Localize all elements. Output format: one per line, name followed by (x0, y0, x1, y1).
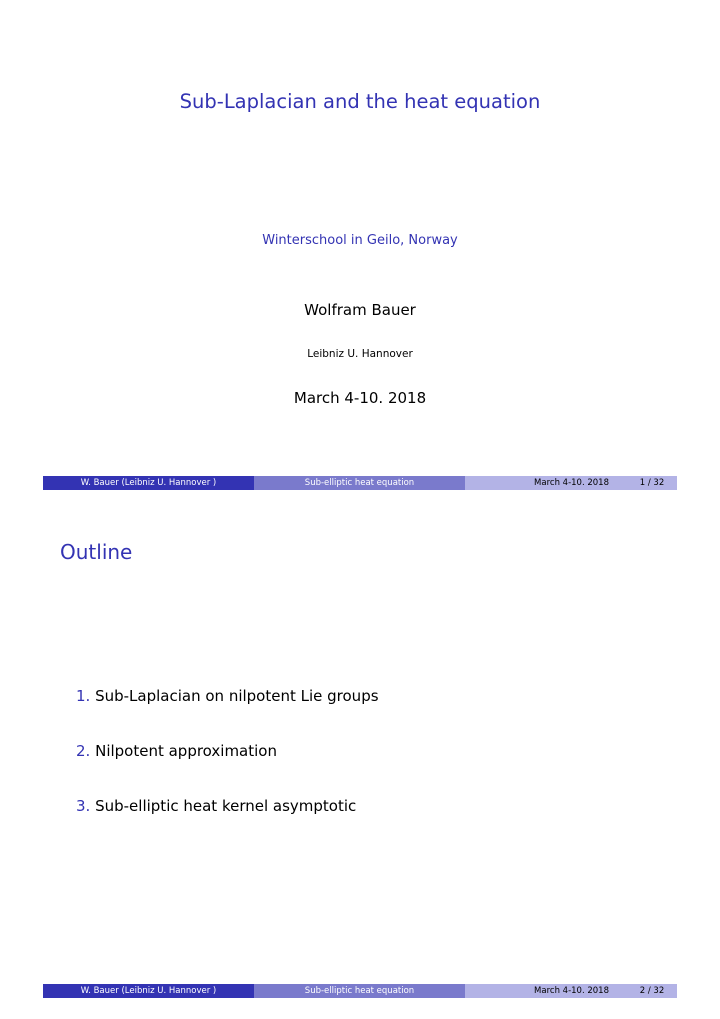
footer-author: W. Bauer (Leibniz U. Hannover ) (43, 984, 254, 998)
footer-date: March 4-10. 2018 (534, 478, 609, 488)
slide-footer (43, 476, 677, 490)
slide-title: Outline (60, 540, 133, 564)
outline-item-number: 2. (76, 742, 91, 760)
institute: Leibniz U. Hannover (307, 348, 413, 360)
author-name: Wolfram Bauer (304, 301, 416, 319)
outline-item-text: Sub-elliptic heat kernel asymptotic (95, 797, 357, 815)
outline-item-number: 1. (76, 687, 91, 705)
title-slide (43, 20, 677, 493)
footer-info (465, 476, 677, 490)
outline-item-number: 3. (76, 797, 91, 815)
outline-item-text: Sub-Laplacian on nilpotent Lie groups (95, 687, 379, 705)
outline-item-text: Nilpotent approximation (95, 742, 277, 760)
footer-title: Sub-elliptic heat equation (254, 476, 465, 490)
footer-title: Sub-elliptic heat equation (254, 984, 465, 998)
outline-item (76, 797, 379, 852)
outline-item (76, 742, 379, 797)
footer-page-number: 2 / 32 (639, 986, 665, 996)
outline-item (76, 687, 379, 742)
footer-author: W. Bauer (Leibniz U. Hannover ) (43, 476, 254, 490)
presentation-title: Sub-Laplacian and the heat equation (179, 90, 541, 113)
footer-info (465, 984, 677, 998)
outline-list (76, 687, 379, 852)
presentation-subtitle: Winterschool in Geilo, Norway (262, 233, 458, 248)
presentation-date: March 4-10. 2018 (293, 389, 427, 407)
slide-footer (43, 984, 677, 998)
outline-slide (43, 510, 677, 998)
footer-page-number: 1 / 32 (639, 478, 665, 488)
footer-date: March 4-10. 2018 (534, 986, 609, 996)
